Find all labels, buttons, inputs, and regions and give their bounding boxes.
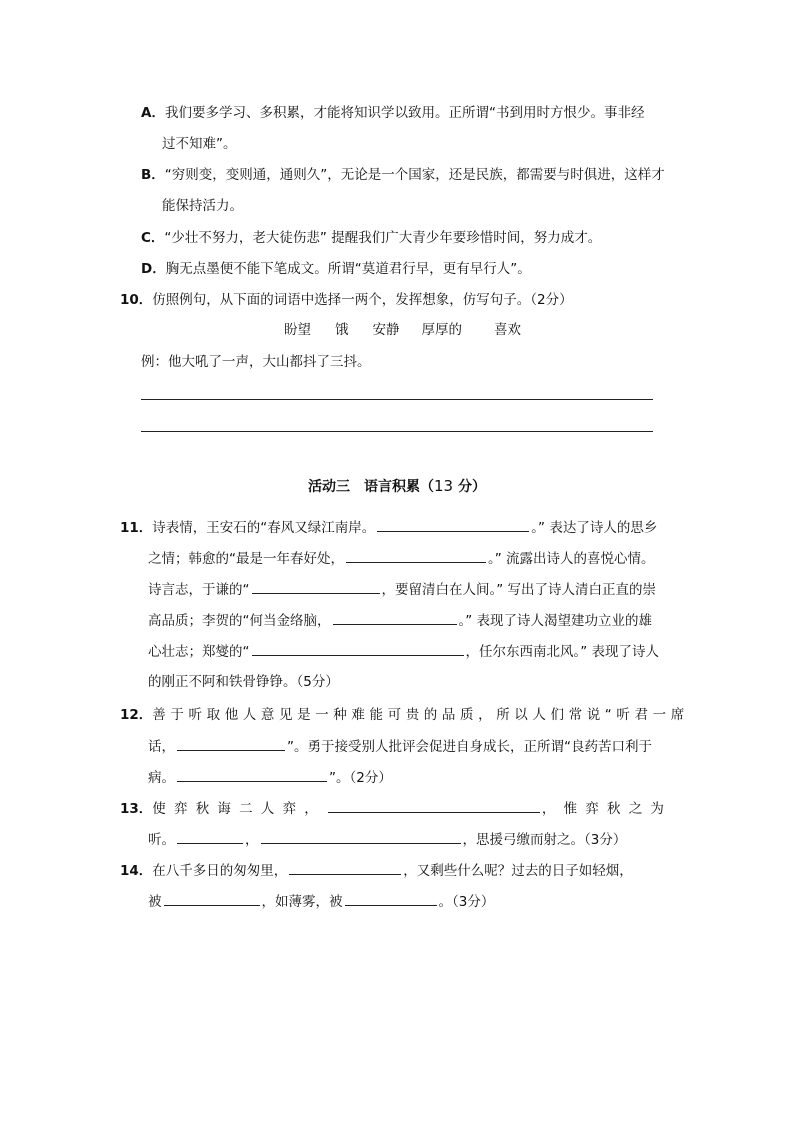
q13-text: ， bbox=[245, 832, 259, 848]
fill-blank[interactable] bbox=[252, 641, 464, 656]
question-number: 10． bbox=[120, 292, 153, 308]
question-number: 13． bbox=[120, 801, 153, 817]
q14-text: ，又剩些什么呢？过去的日子如轻烟， bbox=[403, 863, 633, 879]
option-a-text: 我们要多学习、多积累，才能将知识学以致用。正所谓“书到用时方恨少。事非经 bbox=[164, 105, 645, 121]
example-sentence: 例：他大吼了一声，大山都抖了三抖。 bbox=[141, 354, 371, 370]
option-a-continuation: 过不知难”。 bbox=[162, 136, 237, 152]
fill-blank[interactable] bbox=[177, 829, 243, 844]
fill-blank[interactable] bbox=[261, 829, 461, 844]
option-c-label: C． bbox=[141, 230, 165, 246]
fill-blank[interactable] bbox=[333, 610, 457, 625]
word-item: 饿 bbox=[335, 322, 349, 338]
q12-line-2 bbox=[148, 736, 652, 757]
q14-text: 在八千多日的匆匆里， bbox=[152, 863, 288, 879]
option-c-text: “少壮不努力，老大徒伤悲” 提醒我们广大青少年要珍惜时间，努力成才。 bbox=[164, 230, 602, 246]
option-b bbox=[141, 165, 665, 185]
q11-text: 。” 表达了诗人的思乡 bbox=[531, 520, 658, 536]
q11-text: 高品质；李贺的“何当金络脑， bbox=[148, 613, 331, 629]
q12-line-3 bbox=[148, 767, 392, 788]
q12-text: 善于听取他人意见是一种难能可贵的品质，所以人们常说“听君一席 bbox=[152, 707, 689, 723]
q13-line-2 bbox=[148, 829, 626, 850]
fill-blank[interactable] bbox=[345, 891, 437, 906]
q14-text: 。（3分） bbox=[438, 894, 495, 910]
q13-text: 听。 bbox=[148, 832, 175, 848]
option-a-label: A． bbox=[141, 105, 165, 121]
question-number: 11． bbox=[120, 520, 153, 536]
q11-line-5 bbox=[148, 641, 659, 662]
question-12 bbox=[120, 705, 689, 725]
word-item: 盼望 bbox=[284, 322, 311, 338]
q13-text: 使弈秋诲二人弈， bbox=[152, 801, 326, 817]
fill-blank[interactable] bbox=[252, 579, 380, 594]
word-item: 安静 bbox=[372, 322, 400, 338]
q11-line-4 bbox=[148, 610, 652, 631]
fill-blank[interactable] bbox=[164, 891, 260, 906]
question-14 bbox=[120, 860, 633, 881]
q12-text: 病。 bbox=[148, 770, 175, 786]
q11-line-2 bbox=[148, 548, 655, 569]
option-b-label: B． bbox=[141, 167, 165, 183]
question-number: 14． bbox=[120, 863, 153, 879]
question-10 bbox=[120, 290, 573, 310]
q11-line-3 bbox=[148, 579, 656, 600]
q11-text: ，任尔东西南北风。” 表现了诗人 bbox=[465, 644, 660, 660]
section-heading bbox=[0, 476, 794, 497]
answer-line-1[interactable] bbox=[141, 399, 653, 400]
option-d bbox=[141, 259, 531, 279]
q11-text: ，要留清白在人间。” 写出了诗人清白正直的崇 bbox=[381, 582, 657, 598]
question-number: 12． bbox=[120, 707, 153, 723]
word-list bbox=[284, 320, 521, 340]
option-c bbox=[141, 228, 601, 248]
q11-text: 诗表情，王安石的“春风又绿江南岸。 bbox=[152, 520, 376, 536]
word-item: 喜欢 bbox=[494, 322, 521, 338]
fill-blank[interactable] bbox=[177, 767, 327, 782]
q11-text: 之情；韩愈的“最是一年春好处， bbox=[148, 551, 344, 567]
section-score: 13 bbox=[434, 477, 454, 495]
q11-text: 诗言志，于谦的“ bbox=[148, 582, 250, 598]
option-b-continuation: 能保持活力。 bbox=[162, 198, 243, 214]
q13-text: ，惟弈秋之为 bbox=[541, 801, 673, 817]
fill-blank[interactable] bbox=[346, 548, 486, 563]
q14-text: ，如薄雾，被 bbox=[261, 894, 343, 910]
question-11 bbox=[120, 517, 657, 538]
q12-text: ”。（2分） bbox=[329, 770, 392, 786]
word-item: 厚厚的 bbox=[421, 322, 462, 338]
answer-line-2[interactable] bbox=[141, 431, 653, 432]
question-prompt: 仿照例句，从下面的词语中选择一两个，发挥想象，仿写句子。（2分） bbox=[152, 292, 573, 308]
option-d-text: 胸无点墨便不能下笔成文。所谓“莫道君行早，更有早行人”。 bbox=[165, 261, 531, 277]
fill-blank[interactable] bbox=[328, 798, 540, 813]
q11-text: 。” 流露出诗人的喜悦心情。 bbox=[488, 551, 655, 567]
q12-text: 话， bbox=[148, 739, 175, 755]
option-d-label: D． bbox=[141, 261, 166, 277]
q11-line-6: 的刚正不阿和铁骨铮铮。（5分） bbox=[148, 674, 339, 690]
question-13 bbox=[120, 798, 672, 819]
q11-text: 。” 表现了诗人渴望建功立业的雄 bbox=[458, 613, 653, 629]
section-title-end: 分） bbox=[453, 479, 486, 495]
option-a bbox=[141, 103, 644, 123]
q11-text: 心壮志；郑燮的“ bbox=[148, 644, 250, 660]
section-title: 活动三 语言积累（ bbox=[308, 479, 435, 495]
q12-text: ”。勇于接受别人批评会促进自身成长，正所谓“良药苦口利于 bbox=[287, 739, 652, 755]
option-b-text: “穷则变，变则通，通则久”，无论是一个国家，还是民族，都需要与时俱进，这样才 bbox=[164, 167, 665, 183]
q13-text: ，思援弓缴而射之。（3分） bbox=[462, 832, 627, 848]
q14-text: 被 bbox=[148, 894, 162, 910]
fill-blank[interactable] bbox=[177, 736, 285, 751]
fill-blank[interactable] bbox=[289, 860, 401, 875]
q14-line-2 bbox=[148, 891, 494, 912]
fill-blank[interactable] bbox=[377, 517, 529, 532]
